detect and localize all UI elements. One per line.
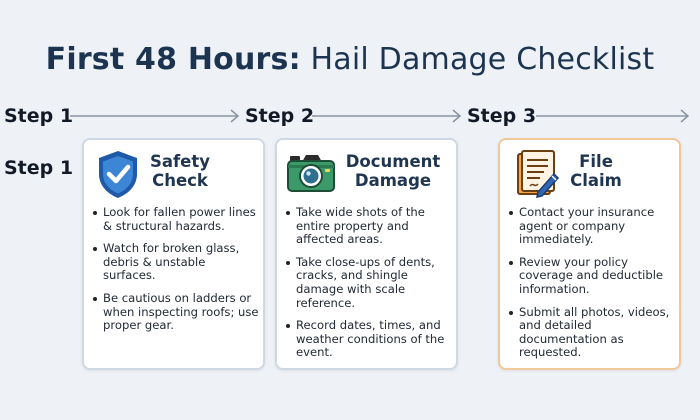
card-title: Safety Check	[149, 152, 211, 190]
step-label-side: Step 1	[4, 157, 74, 179]
arrow-right-icon	[70, 109, 242, 123]
card-document-damage	[275, 138, 458, 370]
step-label-2: Step 2	[245, 105, 315, 127]
list-item: Be cautious on ladders or when inspecting roofs; use proper gear.	[90, 292, 260, 333]
list-item: Record dates, times, and weather conditions of the event.	[283, 319, 453, 360]
checklist	[283, 206, 453, 369]
page-title: First 48 Hours: Hail Damage Checklist	[45, 42, 655, 77]
camera-icon	[285, 148, 337, 200]
shield-check-icon	[92, 148, 144, 200]
list-item: Contact your insurance agent or company immediately.	[506, 206, 676, 247]
checklist	[90, 206, 260, 342]
list-item: Take close-ups of dents, cracks, and shingle damage with scale reference.	[283, 256, 453, 310]
arrow-right-icon	[312, 109, 464, 123]
step-label-3: Step 3	[467, 105, 537, 127]
document-pen-icon	[508, 148, 560, 200]
list-item: Review your policy coverage and deductible information.	[506, 256, 676, 297]
list-item: Watch for broken glass, debris & unstable surfaces.	[90, 242, 260, 283]
step-label-1: Step 1	[4, 105, 74, 127]
card-title: Document Damage	[345, 152, 441, 190]
list-item: Submit all photos, videos, and detailed documentation as requested.	[506, 306, 676, 360]
checklist	[506, 206, 676, 369]
list-item: Look for fallen power lines & structural hazards.	[90, 206, 260, 233]
card-file-claim	[498, 138, 681, 370]
list-item: Take wide shots of the entire property and affected areas.	[283, 206, 453, 247]
card-safety-check	[82, 138, 265, 370]
arrow-right-icon	[536, 109, 692, 123]
card-title: File Claim	[570, 152, 622, 190]
